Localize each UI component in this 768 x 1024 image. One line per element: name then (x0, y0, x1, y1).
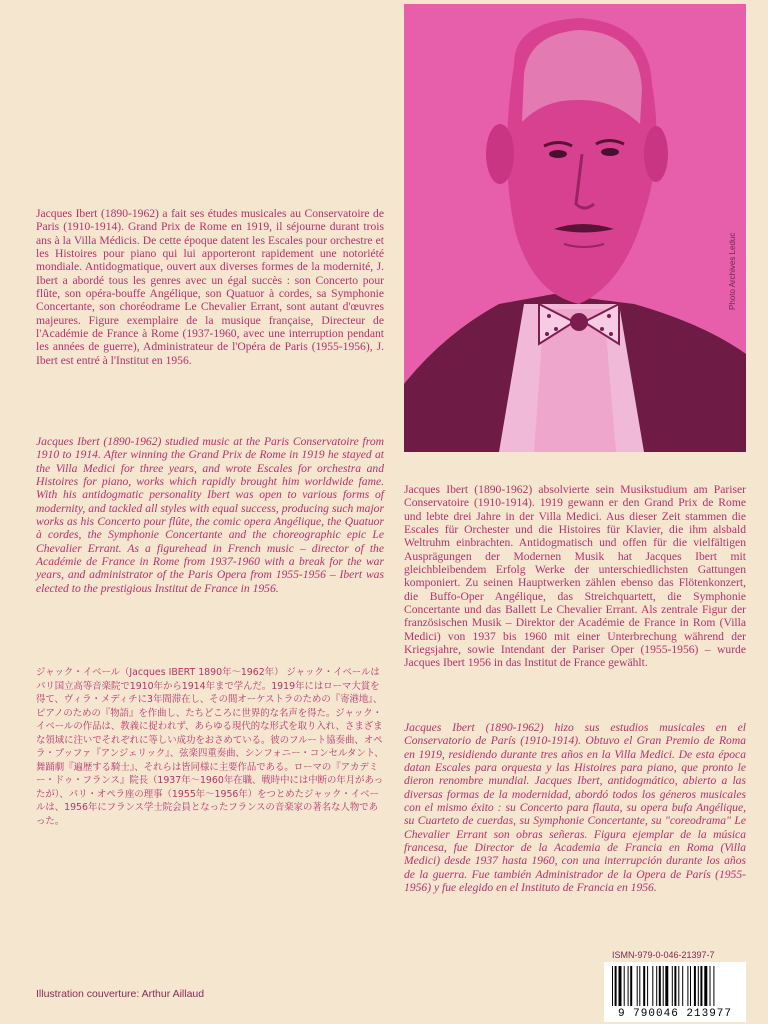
barcode-number: 9 790046 213977 (604, 1008, 746, 1022)
photo-credit: Photo Archives Leduc (728, 232, 737, 310)
biography-english: Jacques Ibert (1890-1962) studied music at the Paris Conservatoire from 1910 to 1914. After winning the Grand Prix de Rome in 1919 he stayed at the Villa Medici for three years, and wrote Escales for orchestra and Histoires for piano, works which rapidly brought him worldwide fame. With his antidogmatic personality Ibert was open to various forms of modernity, and tackled all styles with equal success, producing such major works as his Concerto pour flûte, the comic opera Angélique, the Quatuor à cordes, the Symphonie Concertante and the choreographic epic Le Chevalier Errant. As a figurehead in French music – director of the Académie de France in Rome from 1937-1960 with a break for the war years, and administrator of the Paris Opera from 1955-1956 – Ibert was elected to the prestigious Institut de France in 1956. (36, 435, 384, 595)
biography-french: Jacques Ibert (1890-1962) a fait ses études musicales au Conservatoire de Paris (1910-1914). Grand Prix de Rome en 1919, il séjourne durant trois ans à la Villa Médicis. De cette époque datent les Escales pour orchestre et les Histoires pour piano qui lui apporteront rapidement une notoriété mondiale. Antidogmatique, ouvert aux diverses formes de la modernité, J. Ibert a abordé tous les genres avec un égal succès : son Concerto pour flûte, son opéra-bouffe Angélique, son Quatuor à cordes, sa Symphonie Concertante, son choréodrame Le Chevalier Errant, sont autant d'œuvres majeures. Figure exemplaire de la musique française, Directeur de l'Académie de France à Rome (1937-1960, avec une interruption pendant les années de guerre), Administrateur de l'Opéra de Paris (1955-1956), J. Ibert est entré à l'Institut en 1956. (36, 207, 384, 367)
ismn-number: ISMN-979-0-046-21397-7 (612, 950, 715, 960)
biography-japanese: ジャック・イベール（Jacques IBERT 1890年〜1962年） ジャック・イベールはパリ国立高等音楽院で1910年から1914年まで学んだ。1919年にはローマ大賞を得て、ヴィラ・メディチに3年間滞在し、その間オーケストラのための『寄港地』、ピアノのための『物語』を作曲し、たちどころに世界的な名声を得た。ジャック・イベールの作品は、教義に捉われず、あらゆる現代的な形式を取り入れ、さまざまな領域に注いでそれぞれに等しい成功をおさめている。彼のフルート協奏曲、オペラ・ブッファ『アンジェリック』、弦楽四重奏曲、シンフォニー・コンセルタント、舞踊劇『遍歴する騎士』、それらは皆同様に主要作品である。ローマの『アカデミー・ドゥ・フランス』院長（1937年〜1960年在職、戦時中には中断の年月があったが）、パリ・オペラ座の理事（1955年〜1956年）をつとめたジャック・イベールは、1956年にフランス学士院会員となったフランスの音楽家の著名な人物であった。 (36, 667, 384, 827)
biography-spanish: Jacques Ibert (1890-1962) hizo sus estudios musicales en el Conservatorio de París (1910-1914). Obtuvo el Gran Premio de Roma en 1919, residiendo durante tres años en la Villa Medici. De esta época datan Escales para orquesta y las Histoires para piano, que pronto le dieron renombre mundial. Jacques Ibert, antidogmático, abierto a las diversas formas de la modernidad, abordó todos los géneros musicales con el mismo éxito : su Concerto para flauta, su opera bufa Angélique, su Cuarteto de cuerdas, su Symphonie Concertante, su "coreodrama" Le Chevalier Errant son obras señeras. Figura ejemplar de la música francesa, fue Director de la Academia de Francia en Roma (Villa Medici) desde 1937 hasta 1960, con una interrupción durante los años de la guerra. Fue también Administrador de la Opera de París (1955-1956) y fue elegido en el Instituto de Francia en 1956. (404, 721, 746, 895)
biography-german: Jacques Ibert (1890-1962) absolvierte sein Musikstudium am Pariser Conservatoire (1910-1914). 1919 gewann er den Grand Prix de Rome und lebte drei Jahre in der Villa Medici. Aus dieser Zeit stammen die Escales für Orchester und die Histoires für Klavier, die ihm alsbald Weltruhm einbrachten. Antidogmatisch und offen für die vielfältigen Ausprägungen der Modernen Musik hat Jacques Ibert mit gleichbleibendem Erfolg Werke der unterschiedlichsten Gattungen komponiert. Zu seinen Hauptwerken zählen ebenso das Flötenkonzert, die Buffo-Oper Angélique, das Streichquartett, die Symphonie Concertante und das Ballett Le Chevalier Errant. Als zentrale Figur der französischen Musik – Direktor der Académie de France in Rom (Villa Medici) von 1937 bis 1960 mit einer Unterbrechung während der Kriegsjahre, sowie Intendant der Pariser Oper (1955-1956) – wurde Jacques Ibert 1956 in das Institut de France gewählt. (404, 483, 746, 670)
composer-portrait-photo (404, 4, 746, 452)
illustration-credit: Illustration couverture: Arthur Aillaud (36, 988, 205, 1000)
